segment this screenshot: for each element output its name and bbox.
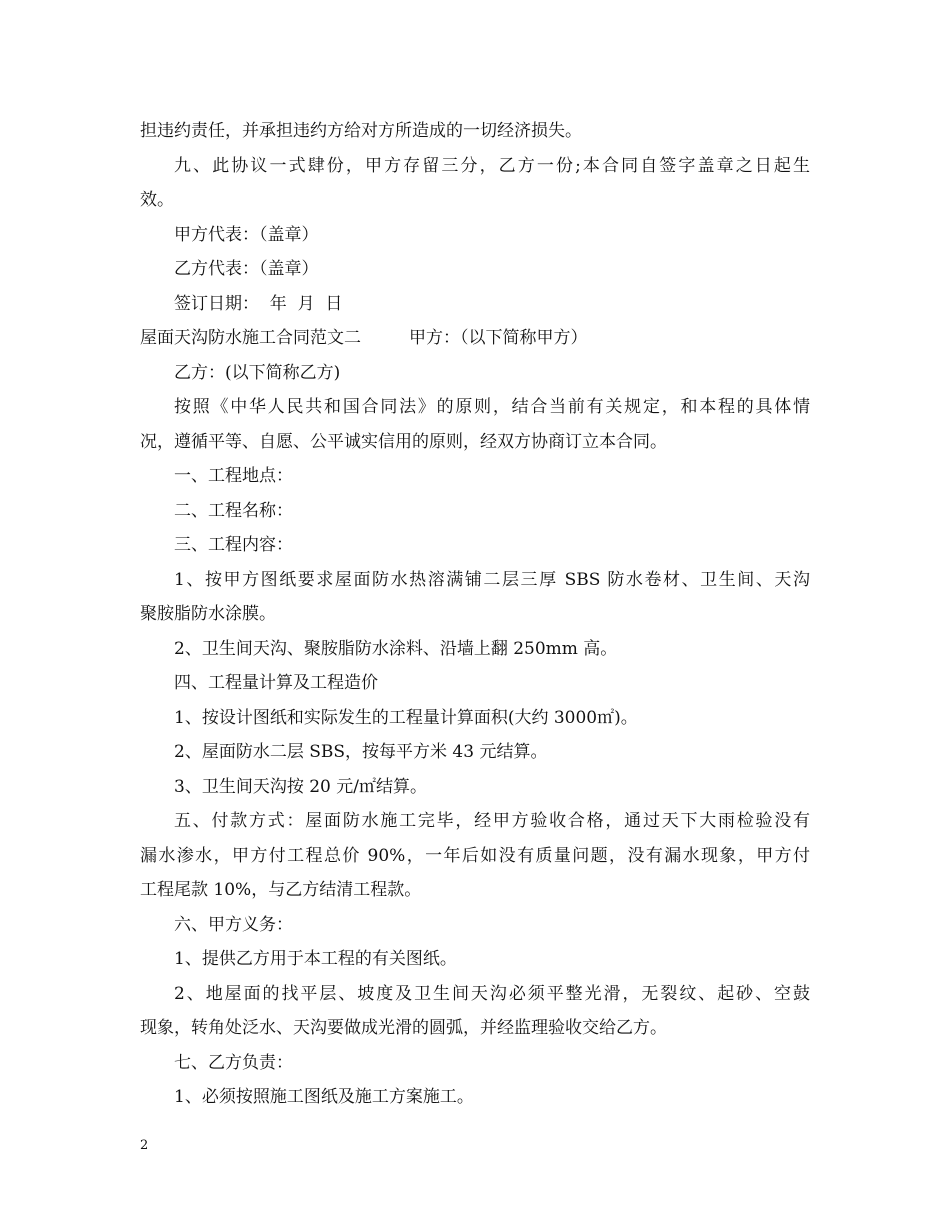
text-line: 1、按设计图纸和实际发生的工程量计算面积(大约 3000㎡)。	[174, 707, 638, 728]
text-line: 三、工程内容：	[174, 535, 293, 555]
text-line: 七、乙方负责：	[174, 1052, 293, 1073]
contract-sample-title: 屋面天沟防水施工合同范文二	[140, 328, 361, 348]
text-line: 现象，转角处泛水、天沟要做成光滑的圆弧，并经监理验收交给乙方。	[140, 1018, 667, 1038]
text-line: 六、甲方义务：	[174, 914, 293, 935]
text-line: 况，遵循平等、自愿、公平诚实信用的原则，经双方协商订立本合同。	[140, 431, 667, 452]
text-line: 漏水渗水，甲方付工程总价 90%，一年后如没有质量问题，没有漏水现象，甲方付	[140, 845, 810, 866]
text-line: 2、屋面防水二层 SBS，按每平方米 43 元结算。	[174, 742, 548, 762]
text-line: 签订日期： 年 月 日	[174, 293, 343, 314]
contract-body	[140, 114, 810, 1115]
text-line: 九、此协议一式肆份，甲方存留三分，乙方一份;本合同自签字盖章之日起生	[174, 155, 810, 176]
text-line: 3、卫生间天沟按 20 元/㎡结算。	[174, 776, 427, 797]
text-line: 聚胺脂防水涂膜。	[140, 604, 276, 624]
text-line: 工程尾款 10%，与乙方结清工程款。	[140, 880, 422, 900]
text-line: 乙方代表：（盖章）	[174, 259, 319, 279]
text-line: 1、必须按照施工图纸及施工方案施工。	[174, 1087, 474, 1107]
text-line: 四、工程量计算及工程造价	[174, 673, 378, 693]
text-line: 五、付款方式：屋面防水施工完毕，经甲方验收合格，通过天下大雨检验没有	[174, 811, 810, 831]
text-line: 一、工程地点：	[174, 466, 293, 486]
section-heading-line	[140, 321, 810, 356]
text-line: 担违约责任，并承担违约方给对方所造成的一切经济损失。	[140, 121, 582, 141]
text-line: 二、工程名称：	[174, 500, 293, 521]
text-line: 乙方：(以下简称乙方)	[174, 362, 341, 383]
page-number: 2	[140, 1138, 149, 1153]
text-line: 2、地屋面的找平层、坡度及卫生间天沟必须平整光滑，无裂纹、起砂、空鼓	[174, 983, 810, 1004]
text-line: 2、卫生间天沟、聚胺脂防水涂料、沿墙上翻 250mm 高。	[174, 638, 618, 659]
text-line: 1、提供乙方用于本工程的有关图纸。	[174, 949, 457, 969]
text-line: 甲方代表：（盖章）	[174, 224, 319, 245]
party-a-label: 甲方：（以下简称甲方）	[409, 328, 588, 348]
text-line: 效。	[140, 190, 174, 210]
text-line: 按照《中华人民共和国合同法》的原则，结合当前有关规定，和本程的具体情	[174, 397, 810, 417]
text-line: 1、按甲方图纸要求屋面防水热溶满铺二层三厚 SBS 防水卷材、卫生间、天沟	[174, 569, 810, 590]
